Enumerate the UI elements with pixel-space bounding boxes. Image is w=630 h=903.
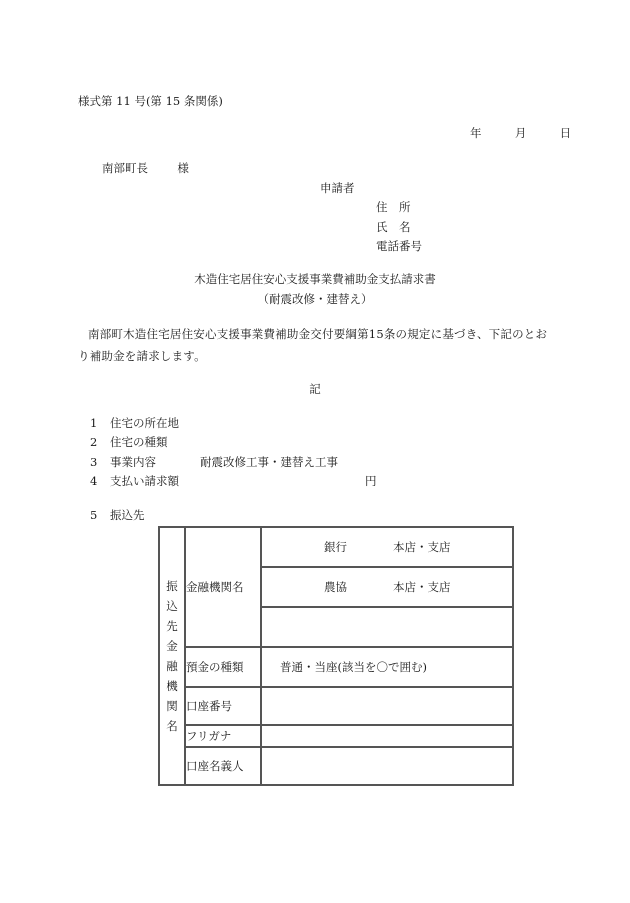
addressee-name: 南部町長 [102, 161, 148, 175]
account-holder-field[interactable] [261, 747, 513, 785]
item-5 [90, 510, 145, 522]
form-reference: 様式第 11 号(第 15 条関係) [78, 94, 223, 108]
deposit-type-label: 預金の種類 [185, 647, 261, 687]
item-number: 1 [90, 416, 98, 430]
item-number: 3 [90, 455, 98, 469]
applicant-address-label: 住 所 [376, 200, 411, 214]
side-label-char: 金 [166, 639, 178, 653]
side-label [159, 527, 185, 785]
coop-branch-label: 本店・支店 [393, 580, 451, 594]
item-3 [90, 457, 156, 469]
item-4-unit: 円 [365, 474, 377, 488]
bank-branch-label: 本店・支店 [393, 540, 451, 554]
furigana-label: フリガナ [185, 725, 261, 747]
body-paragraph: 南部町木造住宅居住安心支援事業費補助金交付要綱第15条の規定に基づき、下記のとおり補助金を請求します。 [78, 327, 548, 363]
bank-name-label: 銀行 [324, 540, 347, 554]
item-label: 住宅の所在地 [110, 416, 179, 430]
bank-row[interactable] [261, 527, 513, 567]
applicant-phone-label: 電話番号 [376, 239, 422, 253]
account-number-field[interactable] [261, 687, 513, 725]
addressee [102, 163, 189, 175]
deposit-type-value: 普通・当座(該当を〇で囲む) [280, 660, 427, 674]
applicant-heading: 申請者 [320, 181, 355, 195]
date-day: 日 [559, 126, 572, 140]
item-3-value: 耐震改修工事・建替え工事 [200, 455, 338, 469]
date-year: 年 [470, 126, 482, 140]
coop-row[interactable] [261, 567, 513, 607]
document-subtitle: （耐震改修・建替え） [257, 292, 373, 306]
item-label: 住宅の種類 [110, 435, 168, 449]
coop-name-label: 農協 [324, 580, 347, 594]
item-number: 4 [90, 474, 98, 488]
bank-transfer-table [158, 526, 514, 786]
item-label: 振込先 [110, 508, 145, 522]
ki-heading: 記 [309, 382, 321, 396]
item-number: 2 [90, 435, 98, 449]
side-label-char: 名 [166, 719, 178, 733]
item-label: 事業内容 [110, 455, 156, 469]
item-number: 5 [90, 508, 98, 522]
item-2 [90, 437, 168, 449]
institution-other-field[interactable] [261, 607, 513, 647]
account-holder-label: 口座名義人 [185, 747, 261, 785]
side-label-char: 融 [166, 659, 178, 673]
side-label-char: 先 [166, 619, 178, 633]
item-label: 支払い請求額 [110, 474, 179, 488]
deposit-type-field[interactable] [261, 647, 513, 687]
date-line [470, 128, 571, 140]
side-label-char: 関 [166, 699, 178, 713]
institution-label: 金融機関名 [185, 527, 261, 647]
item-1 [90, 418, 179, 430]
date-month: 月 [514, 126, 527, 140]
applicant-name-label: 氏 名 [376, 220, 411, 234]
furigana-field[interactable] [261, 725, 513, 747]
item-4 [90, 476, 179, 488]
addressee-suffix: 様 [177, 161, 189, 175]
side-label-char: 込 [166, 599, 178, 613]
side-label-char: 振 [166, 579, 178, 593]
account-number-label: 口座番号 [185, 687, 261, 725]
document-title: 木造住宅居住安心支援事業費補助金支払請求書 [194, 272, 436, 286]
side-label-char: 機 [166, 679, 178, 693]
